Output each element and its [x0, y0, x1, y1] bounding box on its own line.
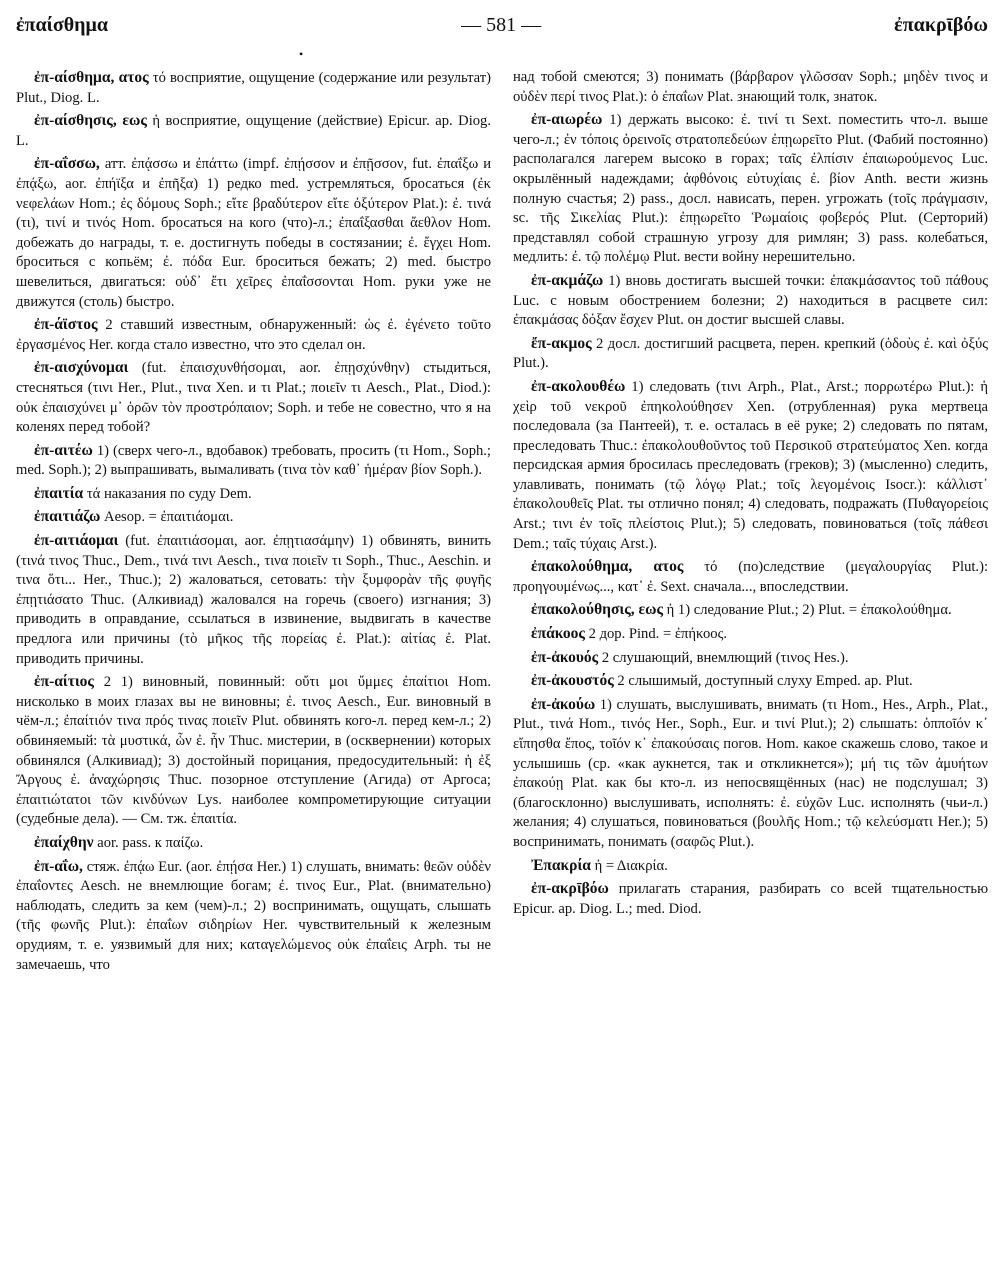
entry-headword: ἐπ-αίτιος	[34, 673, 94, 691]
entry-definition: 2 досл. достигший расцвета, перен. крепкий (ὁδοὺς ἐ. καὶ ὀξύς Plut.).	[513, 335, 988, 372]
dictionary-entry	[513, 671, 988, 692]
entry-headword: ἐπαίχθην	[34, 833, 94, 851]
entry-headword: ἐπαιτιάζω	[34, 508, 101, 526]
dictionary-entry	[16, 111, 491, 151]
entry-headword: ἐπ-ακρῑβόω	[531, 880, 609, 898]
header-first-headword: ἐπαίσθημα	[16, 14, 109, 36]
entry-definition: 2 слышимый, доступный слуху Emped. ap. Plut.	[613, 673, 913, 690]
entry-headword: ἐπαιτία	[34, 484, 84, 502]
printer-dot: •	[299, 47, 304, 61]
entry-headword: ἐπ-αιωρέω	[531, 111, 603, 129]
entry-definition: 2 1) виновный, повинный: οὔτι μοι ὔμμες ἐπαίτιοι Hom. нисколько в моих глазах вы не виновны; ἐ. τινος Aesch., Eur. виновный в чём-л.; ἐπαίτιόν τινα πρός τινας ποιεῖν Plut. обвинять кого-л. перед кем-л.; 2) обвиняемый: τὰ μυστικά, ὧν ἐ. ἦν Thuc. мистерии, в (осквернении) которых обвинялся (Алкивиад); 3) достойный порицания, предосудительный: ἡ ἐξ Ἄργους ἐ. ἀναχώρησις Thuc. позорное отступление (Агида) от Аргоса; ἐπαιτιώτατοι τῶν κινδύνων Lys. наиболее компрометирующие ситуации (судебные дела). — См. тж. ἐπαιτία.	[16, 674, 491, 828]
dictionary-entry	[16, 315, 491, 355]
entry-headword: ἐπ-άϊστος	[34, 316, 98, 334]
entry-headword: ἔπ-ακμος	[531, 334, 592, 352]
entry-definition: над тобой смеются; 3) понимать (βάρβαρον γλῶσσαν Soph.; μηδὲν τινος и οὐδὲν περί τινος Plat.): ὁ ἐπαΐων Plat. знающий толк, знаток.	[513, 69, 988, 105]
dictionary-entry	[513, 600, 988, 621]
header-last-headword: ἐπακρῑβόω	[894, 14, 988, 36]
dictionary-entry	[16, 68, 491, 108]
entry-headword: ἐπάκοος	[531, 625, 585, 643]
dictionary-entry	[16, 857, 491, 976]
entry-definition: прилагать старания, разбирать со всей тщательностью Epicur. ap. Diog. L.; med. Diod.	[513, 881, 988, 917]
dictionary-entry	[16, 358, 491, 437]
dictionary-entry	[513, 624, 988, 645]
dictionary-entry	[16, 531, 491, 669]
entry-definition: 1) держать высоко: ἐ. τινί τι Sext. поместить что-л. выше чего-л.; ἐν τόποις ὀρεινοῖς στρατοπεδεύων ἐπῃωρεῖτο Plut. (Фабий постоянно) располагался лагерем высоко в горах; ταῖς ἐλπίσιν ἐπαιωρούμενος Luc. окрылённый надеждами; ἀφθόνοις εὐτυχίαις ἐ. βίον Anth. вести жизнь полную счастья; 2) pass., досл. нависать, перен. угрожать (τοῖς πράγμασιν, sc. τῆς Σικελίας Plut.): ἐπῃωρεῖτο Ῥωμαίοις φοβερός Plut. (Серторий) представлял собой страшную угрозу для римлян; 3) pass. колебаться, медлить: ἐ. τῷ πολέμῳ Plut. вести войну нерешительно.	[513, 112, 988, 266]
left-column	[16, 68, 491, 978]
dictionary-entry	[513, 557, 988, 597]
entry-definition: 2 ставший известным, обнаруженный: ὡς ἐ. ἐγένετο τοῦτο ἐργασμένος Her. когда стало известно, что это сделал он.	[16, 317, 491, 353]
columns	[16, 68, 988, 978]
entry-definition: 1) (сверх чего-л., вдобавок) требовать, просить (τι Hom., Soph.; med. Soph.); 2) выпрашивать, вымаливать (τινα τὸν καθ᾽ ἡμέραν βίον Soph.).	[16, 442, 491, 479]
dictionary-entry	[16, 154, 491, 312]
dictionary-entry	[16, 672, 491, 830]
entry-definition: 2 слушающий, внемлющий (τινος Hes.).	[598, 649, 849, 666]
entry-headword: ἐπ-αΐσσω,	[34, 155, 100, 173]
page-number: — 581 —	[461, 14, 542, 36]
entry-headword: ἐπ-ακολουθέω	[531, 377, 626, 395]
entry-definition: атт. ἐπᾴσσω и ἐπάττω (impf. ἐπῄσσον и ἐπῇσσον, fut. ἐπαΐξω и ἐπᾴξω, aor. ἐπήϊξα и ἐπῆξα) 1) редко med. устремляться, бросаться (ἐκ νεφελάων Hom.; ἐς δόμους Soph.; εἴτε βραδύτερον εἴτε ὀξύτερον Plat.): ἐ. τινά (τι), τινί и τινός Hom. бросаться на кого (что)-л.; ἐπαΐξασθαι ἄεθλον Hom. добежать до награды, т. е. достигнуть победы в состязании; ἐ. ἔγχει Hom. броситься с копьём; ἐ. πόδα Eur. броситься бежать; 2) med. быстро шевелиться, двигаться: οὐδ᾽ ἔτι χεῖρες ἐπαΐσσονται Hom. руки уже не движутся (столь) быстро.	[16, 156, 491, 310]
entry-headword: Ἐπακρία	[531, 856, 591, 874]
entry-definition: 1) вновь достигать высшей точки: ἐπακμάσαντος τοῦ πάθους Luc. с новым обострением болезни; 2) находиться в расцвете сил: ἐπακμάσας δόξαν ἔσχεν Plut. он достиг высшей славы.	[513, 272, 988, 329]
entry-definition: τό (по)следствие (μεγαλουργίας Plut.): προηγουμένως..., κατ᾽ ἐ. Sext. сначала..., впоследствии.	[513, 559, 988, 595]
entry-definition: τά наказания по суду Dem.	[83, 485, 252, 502]
dictionary-entry	[513, 110, 988, 268]
entry-definition: Aesop. = ἐπαιτιάομαι.	[100, 509, 234, 526]
dictionary-entry	[16, 441, 491, 481]
entry-headword: ἐπ-ἀκούω	[531, 695, 596, 713]
dictionary-entry	[513, 856, 988, 877]
dictionary-entry	[16, 484, 491, 505]
dictionary-entry	[513, 271, 988, 331]
entry-definition: ἡ = Διακρία.	[590, 857, 668, 874]
entry-definition: стяж. ἐπᾴω Eur. (aor. ἐπῄσα Her.) 1) слушать, внимать: θεῶν οὐδὲν ἐπαΐοντες Aesch. не внемлющие богам; ἐ. τινος Eur., Plat. (внимательно) наблюдать, следить за кем (чем)-л.; 2) воспринимать, ощущать, слышать (τῆς φωνῆς Plut.): ἐπαΐων σιδηρίων Her. чувствительный к железным орудиям, т. е. уязвимый для них; καταγελώμενος οὐκ ἐπαΐεις Arph. ты не замечаешь, что	[16, 858, 491, 973]
entry-definition: ἡ 1) следование Plut.; 2) Plut. = ἐπακολούθημα.	[663, 602, 952, 619]
page-header	[16, 14, 988, 48]
entry-definition: ἡ восприятие, ощущение (действие) Epicur. ap. Diog. L.	[16, 113, 491, 149]
dictionary-entry	[513, 879, 988, 919]
entry-definition: (fut. ἐπαιτιάσομαι, aor. ἐπῃτιασάμην) 1) обвинять, винить (τινά τινος Thuc., Dem., τινά τινι Aesch., τινα ποιεῖν τι Soph., Thuc., Aeschin. и τινα ὅτι... Her., Thuc.); 2) жаловаться, сетовать: τὴν ξυμφορὰν τῆς φυγῆς ἐπῃτιάσατο Thuc. (Алкивиад) жаловался на горечь (своего) изгнания; 3) приводить в оправдание, ссылаться в извинение, выдвигать в качестве предлога или причины (τὸ μῆκος τῆς πορείας ἐ. Plat.): αἰτίας ἐ. Plat. приводить причины.	[16, 533, 491, 667]
entry-headword: ἐπ-αιτιάομαι	[34, 532, 119, 550]
dictionary-entry	[16, 507, 491, 528]
dictionary-entry	[513, 68, 988, 107]
entry-headword: ἐπακολούθησις, εως	[531, 601, 663, 619]
entry-headword: ἐπ-αίσθημα, ατος	[34, 69, 149, 86]
dictionary-entry	[16, 833, 491, 854]
entry-headword: ἐπ-αισχύνομαι	[34, 359, 129, 377]
entry-definition: 1) слушать, выслушивать, внимать (τι Hom., Hes., Arph., Plat., Plut., τινά Hom., τινός Her., Soph., Eur. и τινί Plut.); 2) слышать: ὁπποῖόν κ᾽ εἴπησθα ἔπος, τοῖόν κ᾽ ἐπακούσαις погов. Hom. какое скажешь слово, такое и услышишь (ср. «как аукнется, так и откликнется»); μή τις τῶν ἀμυήτων ἐπακούῃ Plat. как бы кто-л. из непосвящённых (нас) не подслушал; 3) (благосклонно) выслушивать, исполнять: ἐ. εὐχῶν Luc. исполнять (чьи-л.) желания; 4) слушаться, повиноваться (βουλῆς Hom.; τῷ κελεύσματι Her.); 5) воспринимать, понимать (σαφῶς Plut.).	[513, 696, 988, 850]
entry-definition: 2 дор. Pind. = ἐπήκοος.	[584, 626, 728, 643]
entry-headword: ἐπ-αΐω,	[34, 857, 83, 875]
entry-headword: ἐπακολούθημα, ατος	[531, 558, 684, 576]
dictionary-entry	[513, 377, 988, 554]
dictionary-entry	[513, 334, 988, 374]
entry-headword: ἐπ-ἀκουστός	[531, 672, 614, 690]
entry-definition: 1) следовать (τινι Arph., Plat., Arst.; πορρωτέρω Plut.): ἡ χεὶρ τοῦ νεκροῦ ἐπηκολούθησεν Xen. (отрубленная) рука мертвеца последовала (за Пантеей), т. е. осталась в её руке; 2) следовать по пятам, преследовать Thuc.: ἐπακολουθοῦντος τοῦ Περσικοῦ στρατεύματος Xen. когда персидская армия бросилась преследовать (греков); 3) (мысленно) следить, улавливать, понимать (τῷ λόγῳ Plat.; τοῖς λεγομένοις Isocr.): κάλλιστ᾽ ἐπακολουθεῖς Plat. ты отлично понял; 4) следовать, подражать (Πυθαγορείοις Arst.; τινι ἐν τοῖς πλείστοις Plut.); 5) следовать, повиноваться (τοῖς πάθεσι Dem.; ταῖς τύχαις Arst.).	[513, 378, 988, 552]
right-column	[513, 68, 988, 978]
dictionary-entry	[513, 648, 988, 669]
entry-headword: ἐπ-αίσθησις, εως	[34, 112, 147, 130]
entry-definition: τό восприятие, ощущение (содержание или результат) Plut., Diog. L.	[16, 70, 491, 106]
entry-definition: (fut. ἐπαισχυνθήσομαι, aor. ἐπῃσχύνθην) стыдиться, стесняться (τινι Her., Plut., τινα Xen. и τι Plat.; ποιεῖν τι Aesch., Plat., Diod.): οὐκ ἐπαισχύνει μ᾽ ὁρῶν τὸν προστρόπαιον; Soph. и тебе не совестно, что я на коленях перед тобой?	[16, 360, 491, 436]
dictionary-entry	[513, 695, 988, 853]
entry-headword: ἐπ-ἀκουός	[531, 648, 599, 666]
entry-headword: ἐπ-ακμάζω	[531, 271, 604, 289]
entry-headword: ἐπ-αιτέω	[34, 441, 93, 459]
entry-definition: aor. pass. к παίζω.	[93, 834, 204, 851]
